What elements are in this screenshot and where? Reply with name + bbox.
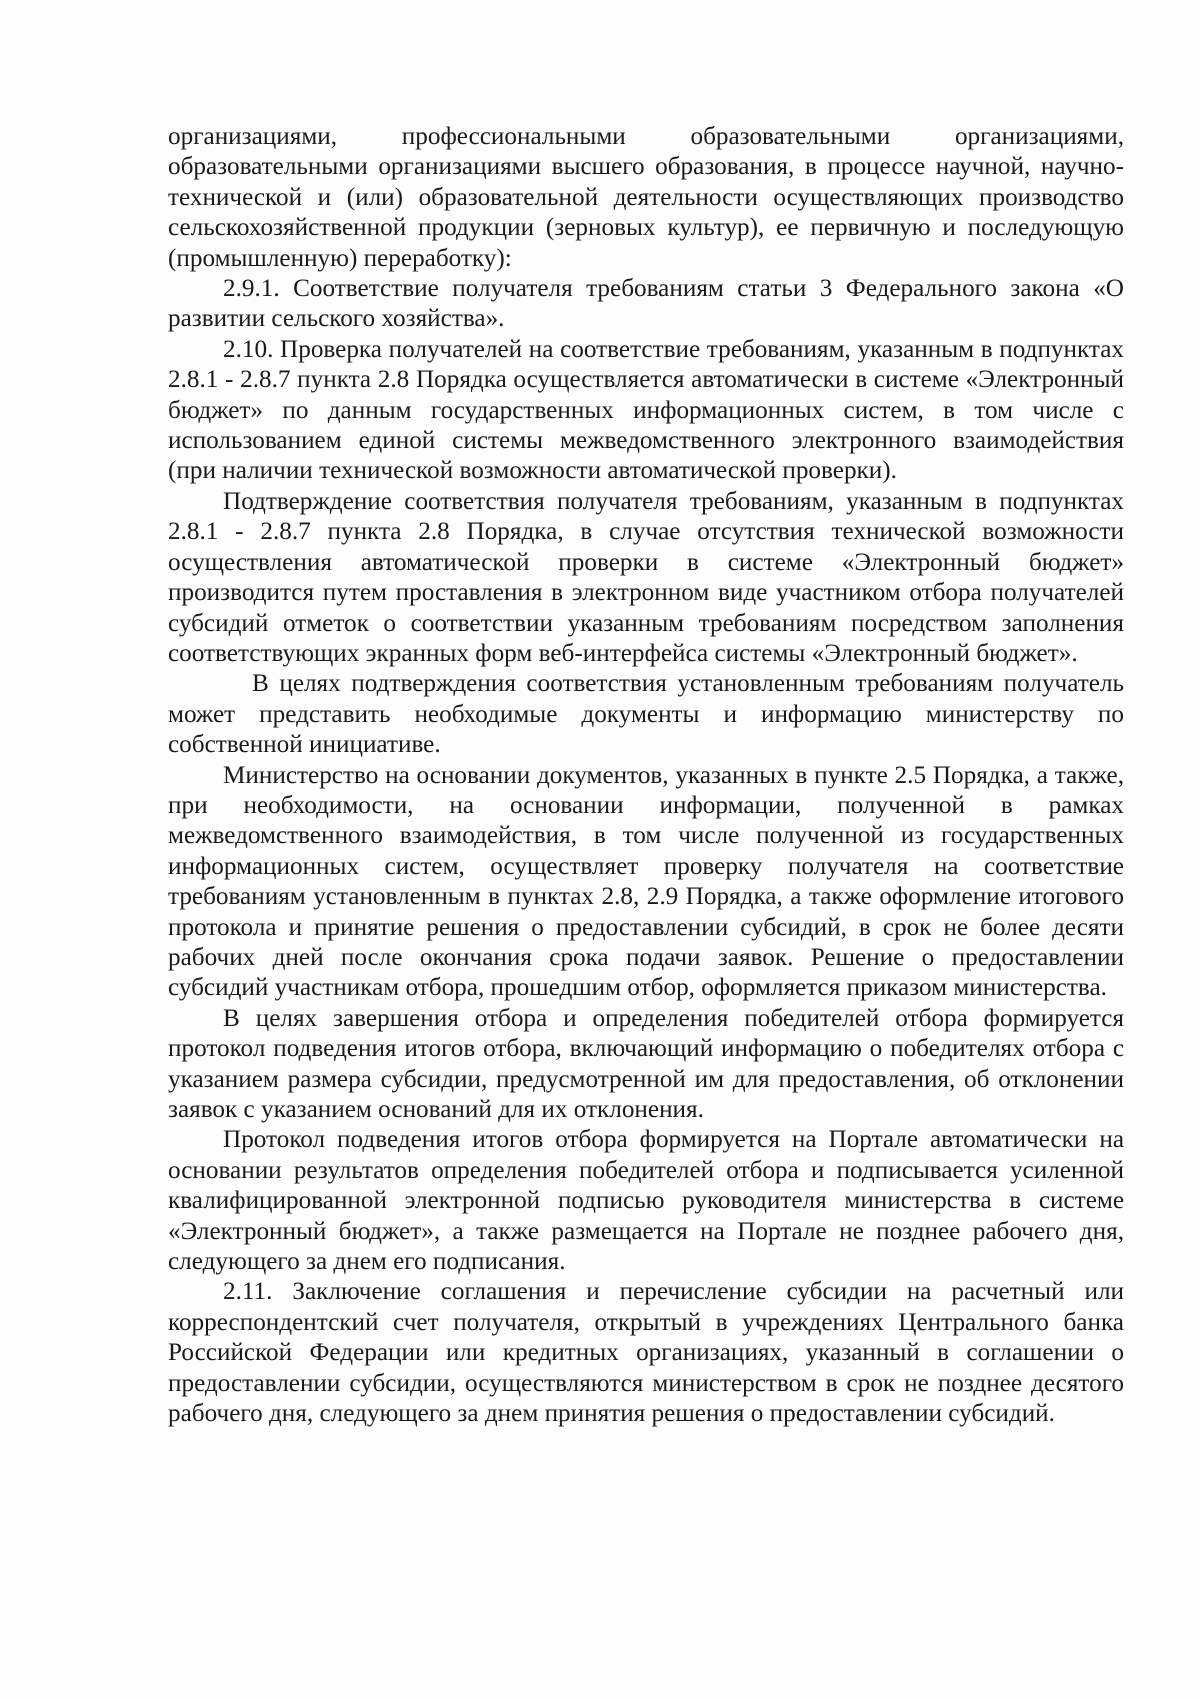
paragraph-protocol-portal: Протокол подведения итогов отбора формируется на Портале автоматически на основании результатов определения победителей отбора и подписывается усиленной квалифицированной электронной подписью руководителя министерства в системе «Электронный бюджет», а также размещается на Портале не позднее рабочего дня, следующего за днем его подписания.: [168, 1126, 1124, 1276]
paragraph-protocol-formation: В целях завершения отбора и определения победителей отбора формируется протокол подведения итогов отбора, включающий информацию о победителях отбора с указанием размера субсидии, предусмотренной им для предоставления, об отклонении заявок с указанием оснований для их отклонения.: [168, 1004, 1124, 1123]
paragraph-2-11: 2.11. Заключение соглашения и перечисление субсидии на расчетный или корреспондентский счет получателя, открытый в учреждениях Центрального банка Российской Федерации или кредитных организациях, указанный в соглашении о предоставлении субсидии, осуществляются министерством в срок не позднее десятого рабочего дня, следующего за днем принятия решения о предоставлении субсидий.: [168, 1278, 1124, 1428]
paragraph-documents-initiative: В целях подтверждения соответствия установленным требованиям получатель может представить необходимые документы и информацию министерству по собственной инициативе.: [168, 670, 1124, 759]
paragraph-continuation: организациями, профессиональными образовательными организациями, образовательными организациями высшего образования, в процессе научной, научно-технической и (или) образовательной деятельности осуществляющих производство сельскохозяйственной продукции (зерновых культур), ее первичную и последующую (промышленную) переработку):: [168, 123, 1124, 272]
paragraph-ministry-check: Министерство на основании документов, указанных в пункте 2.5 Порядка, а также, при необходимости, на основании информации, полученной в рамках межведомственного взаимодействия, в том числе полученной из государственных информационных систем, осуществляет проверку получателя на соответствие требованиям установленным в пунктах 2.8, 2.9 Порядка, а также оформление итогового протокола и принятие решения о предоставлении субсидий, в срок не более десяти рабочих дней после окончания срока подачи заявок. Решение о предоставлении субсидий участникам отбора, прошедшим отбор, оформляется приказом министерства.: [168, 761, 1124, 1002]
paragraph-2-10: 2.10. Проверка получателей на соответствие требованиям, указанным в подпунктах 2.8.1 - 2.8.7 пункта 2.8 Порядка осуществляется автоматически в системе «Электронный бюджет» по данным государственных информационных систем, в том числе с использованием единой системы межведомственного электронного взаимодействия (при наличии технической возможности автоматической проверки).: [168, 335, 1124, 485]
paragraph-confirmation: Подтверждение соответствия получателя требованиям, указанным в подпунктах 2.8.1 - 2.8.7 пункта 2.8 Порядка, в случае отсутствия технической возможности осуществления автоматической проверки в системе «Электронный бюджет» производится путем проставления в электронном виде участником отбора получателей субсидий отметок о соответствии указанным требованиям посредством заполнения соответствующих экранных форм веб-интерфейса системы «Электронный бюджет».: [168, 487, 1124, 667]
document-body: [168, 122, 1124, 1429]
paragraph-2-9-1: 2.9.1. Соответствие получателя требованиям статьи 3 Федерального закона «О развитии сельского хозяйства».: [168, 275, 1124, 333]
